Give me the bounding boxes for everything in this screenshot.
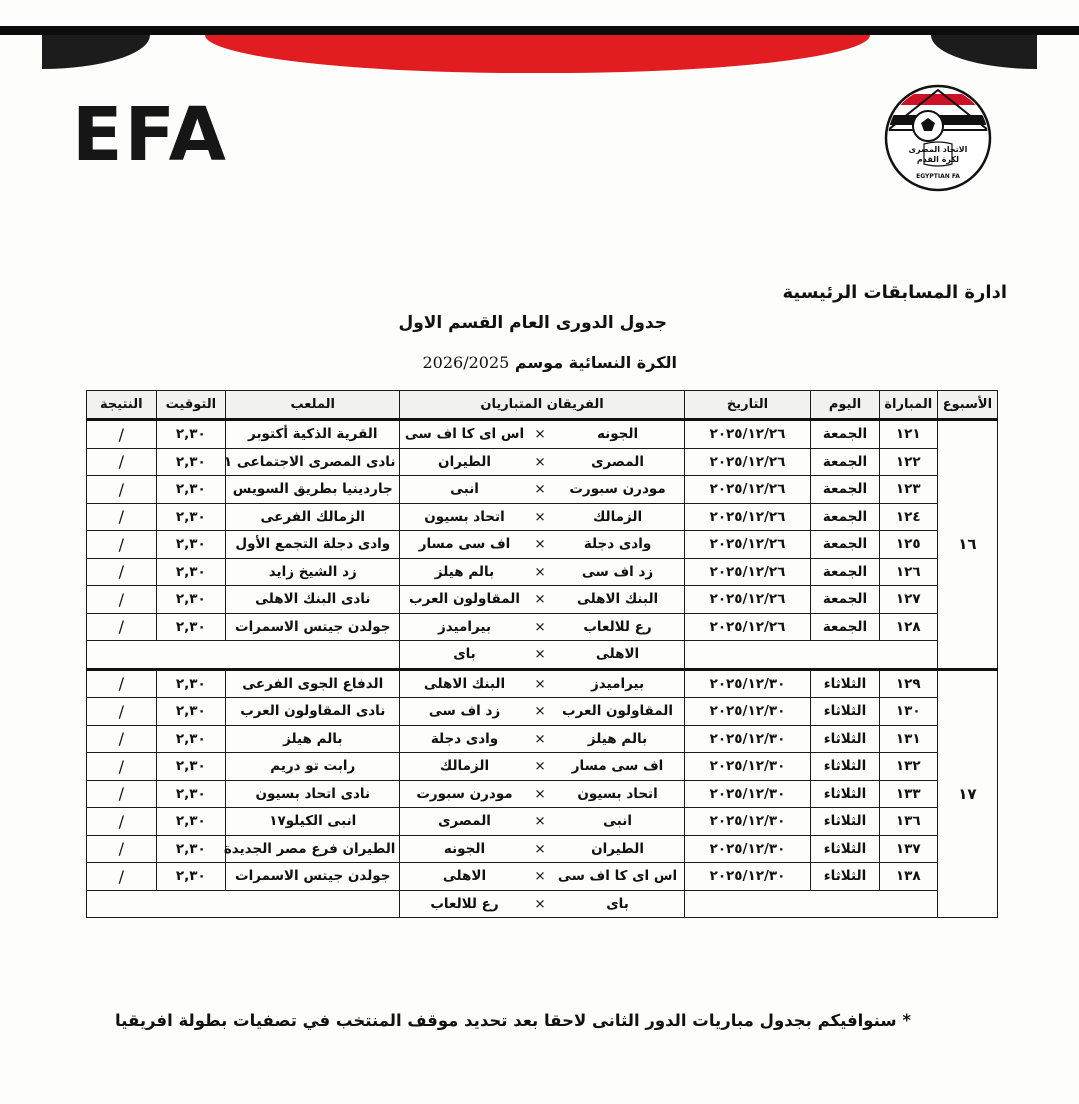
- table-row: [87, 613, 998, 641]
- stadium: وادى دجلة التجمع الأول: [226, 531, 400, 559]
- stadium: الطيران فرع مصر الجديدة: [226, 835, 400, 863]
- vs-mark: ×: [529, 531, 552, 559]
- crest-line-2: لكرة القدم: [916, 155, 960, 164]
- away-team: اف سى مسار: [400, 531, 529, 559]
- match-result: /: [87, 698, 157, 726]
- vs-mark: ×: [529, 558, 552, 586]
- table-row: [87, 531, 998, 559]
- away-team: الجونه: [400, 835, 529, 863]
- table-row: [87, 503, 998, 531]
- bye-row: [87, 890, 998, 918]
- home-team: الجونه: [551, 420, 684, 449]
- kickoff-time: ٢,٣٠: [156, 669, 226, 698]
- col-date: التاريخ: [684, 391, 811, 420]
- match-number: ١٢٣: [879, 476, 937, 504]
- stadium: نادى البنك الاهلى: [226, 586, 400, 614]
- stadium: نادى المصرى الاجتماعى ١: [226, 448, 400, 476]
- schedule-body: [87, 420, 998, 918]
- col-week: الأسبوع: [937, 391, 997, 420]
- bye-blank-left: [684, 890, 937, 918]
- subtitle-text: الكرة النسائية موسم: [514, 353, 677, 372]
- crest-line-3: EGYPTIAN FA: [916, 173, 960, 180]
- match-result: /: [87, 503, 157, 531]
- col-result: النتيجة: [87, 391, 157, 420]
- page-title: جدول الدورى العام القسم الاول: [398, 313, 667, 333]
- away-team: بالم هيلز: [400, 558, 529, 586]
- match-day: الجمعة: [811, 503, 879, 531]
- table-row: [87, 725, 998, 753]
- vs-mark: ×: [529, 863, 552, 891]
- match-result: /: [87, 613, 157, 641]
- away-team: الزمالك: [400, 753, 529, 781]
- home-team: مودرن سبورت: [551, 476, 684, 504]
- match-day: الثلاثاء: [811, 725, 879, 753]
- match-date: ٢٠٢٥/١٢/٢٦: [684, 420, 811, 449]
- match-number: ١٣٠: [879, 698, 937, 726]
- stadium: جولدن جيتس الاسمرات: [226, 613, 400, 641]
- match-date: ٢٠٢٥/١٢/٣٠: [684, 698, 811, 726]
- vs-mark: ×: [529, 725, 552, 753]
- away-team: الاهلى: [400, 863, 529, 891]
- match-result: /: [87, 476, 157, 504]
- match-result: /: [87, 808, 157, 836]
- home-team: انبى: [551, 808, 684, 836]
- away-team: انبى: [400, 476, 529, 504]
- season-years: 2026/2025: [422, 353, 510, 372]
- away-team: اس اى كا اف سى: [400, 420, 529, 449]
- match-date: ٢٠٢٥/١٢/٢٦: [684, 448, 811, 476]
- vs-mark: ×: [529, 448, 552, 476]
- bye-vs-mark: ×: [529, 641, 552, 670]
- home-team: بالم هيلز: [551, 725, 684, 753]
- header-red-band: [205, 35, 870, 73]
- match-number: ١٢٩: [879, 669, 937, 698]
- table-row: [87, 669, 998, 698]
- schedule-table-wrapper: [86, 390, 998, 918]
- vs-mark: ×: [529, 613, 552, 641]
- home-team: زد اف سى: [551, 558, 684, 586]
- home-team: الطيران: [551, 835, 684, 863]
- match-day: الجمعة: [811, 558, 879, 586]
- match-day: الثلاثاء: [811, 669, 879, 698]
- table-row: [87, 558, 998, 586]
- away-team: المصرى: [400, 808, 529, 836]
- vs-mark: ×: [529, 586, 552, 614]
- stadium: بالم هيلز: [226, 725, 400, 753]
- away-team: زد اف سى: [400, 698, 529, 726]
- home-team: بيراميدز: [551, 669, 684, 698]
- season-subtitle: [422, 353, 677, 372]
- away-team: وادى دجلة: [400, 725, 529, 753]
- kickoff-time: ٢,٣٠: [156, 448, 226, 476]
- match-day: الجمعة: [811, 476, 879, 504]
- kickoff-time: ٢,٣٠: [156, 476, 226, 504]
- away-team: المقاولون العرب: [400, 586, 529, 614]
- away-team: بيراميدز: [400, 613, 529, 641]
- stadium: زد الشيخ زايد: [226, 558, 400, 586]
- table-row: [87, 448, 998, 476]
- bye-blank-right: [87, 890, 400, 918]
- kickoff-time: ٢,٣٠: [156, 863, 226, 891]
- match-date: ٢٠٢٥/١٢/٣٠: [684, 753, 811, 781]
- match-result: /: [87, 753, 157, 781]
- stadium: الزمالك الفرعى: [226, 503, 400, 531]
- home-team: المصرى: [551, 448, 684, 476]
- match-result: /: [87, 448, 157, 476]
- table-row: [87, 780, 998, 808]
- home-team: المقاولون العرب: [551, 698, 684, 726]
- stadium: نادى المقاولون العرب: [226, 698, 400, 726]
- match-date: ٢٠٢٥/١٢/٢٦: [684, 558, 811, 586]
- home-team: وادى دجلة: [551, 531, 684, 559]
- table-row: [87, 586, 998, 614]
- match-result: /: [87, 558, 157, 586]
- match-day: الجمعة: [811, 613, 879, 641]
- col-teams: الفريقان المتباريان: [400, 391, 684, 420]
- match-result: /: [87, 420, 157, 449]
- match-day: الثلاثاء: [811, 835, 879, 863]
- kickoff-time: ٢,٣٠: [156, 586, 226, 614]
- vs-mark: ×: [529, 669, 552, 698]
- col-day: اليوم: [811, 391, 879, 420]
- match-number: ١٢٧: [879, 586, 937, 614]
- bye-team-b: رع للالعاب: [400, 890, 529, 918]
- match-day: الثلاثاء: [811, 863, 879, 891]
- match-date: ٢٠٢٥/١٢/٣٠: [684, 725, 811, 753]
- match-number: ١٣١: [879, 725, 937, 753]
- col-match: المباراة: [879, 391, 937, 420]
- away-team: الطيران: [400, 448, 529, 476]
- vs-mark: ×: [529, 698, 552, 726]
- match-day: الثلاثاء: [811, 698, 879, 726]
- home-team: البنك الاهلى: [551, 586, 684, 614]
- schedule-table: [86, 390, 998, 918]
- top-border-bar: [0, 26, 1079, 35]
- stadium: انبى الكيلو١٧: [226, 808, 400, 836]
- match-date: ٢٠٢٥/١٢/٢٦: [684, 613, 811, 641]
- match-date: ٢٠٢٥/١٢/٣٠: [684, 863, 811, 891]
- vs-mark: ×: [529, 503, 552, 531]
- bye-blank-left: [684, 641, 937, 670]
- match-date: ٢٠٢٥/١٢/٢٦: [684, 476, 811, 504]
- stadium: جولدن جيتس الاسمرات: [226, 863, 400, 891]
- department-heading: ادارة المسابقات الرئيسية: [782, 282, 1007, 303]
- bye-team-a: باى: [551, 890, 684, 918]
- table-row: [87, 698, 998, 726]
- match-number: ١٢١: [879, 420, 937, 449]
- match-day: الجمعة: [811, 448, 879, 476]
- match-day: الثلاثاء: [811, 780, 879, 808]
- match-day: الجمعة: [811, 586, 879, 614]
- bye-team-a: الاهلى: [551, 641, 684, 670]
- match-result: /: [87, 725, 157, 753]
- match-number: ١٢٦: [879, 558, 937, 586]
- kickoff-time: ٢,٣٠: [156, 698, 226, 726]
- kickoff-time: ٢,٣٠: [156, 558, 226, 586]
- stadium: جاردينيا بطريق السويس: [226, 476, 400, 504]
- match-day: الثلاثاء: [811, 808, 879, 836]
- match-result: /: [87, 669, 157, 698]
- home-team: اتحاد بسيون: [551, 780, 684, 808]
- match-result: /: [87, 835, 157, 863]
- col-time: التوقيت: [156, 391, 226, 420]
- bye-blank-right: [87, 641, 400, 670]
- stadium: الدفاع الجوى الفرعى: [226, 669, 400, 698]
- week-number: ١٦: [937, 420, 997, 670]
- vs-mark: ×: [529, 835, 552, 863]
- kickoff-time: ٢,٣٠: [156, 725, 226, 753]
- away-team: مودرن سبورت: [400, 780, 529, 808]
- vs-mark: ×: [529, 420, 552, 449]
- table-row: [87, 753, 998, 781]
- table-row: [87, 808, 998, 836]
- home-team: رع للالعاب: [551, 613, 684, 641]
- stadium: رابت تو دريم: [226, 753, 400, 781]
- match-date: ٢٠٢٥/١٢/٣٠: [684, 835, 811, 863]
- efa-logo: EFA: [72, 92, 228, 178]
- home-team: اس اى كا اف سى: [551, 863, 684, 891]
- bye-row: [87, 641, 998, 670]
- match-result: /: [87, 863, 157, 891]
- kickoff-time: ٢,٣٠: [156, 780, 226, 808]
- week-number: ١٧: [937, 669, 997, 918]
- crest-line-1: الاتحاد المصرى: [908, 145, 968, 154]
- match-number: ١٣٨: [879, 863, 937, 891]
- match-date: ٢٠٢٥/١٢/٣٠: [684, 808, 811, 836]
- match-number: ١٢٤: [879, 503, 937, 531]
- match-number: ١٢٥: [879, 531, 937, 559]
- match-day: الثلاثاء: [811, 753, 879, 781]
- vs-mark: ×: [529, 753, 552, 781]
- footnote: * سنوافيكم بجدول مباريات الدور الثانى لاحقا بعد تحديد موقف المنتخب في تصفيات بطولة افريقيا: [115, 1011, 911, 1030]
- table-row: [87, 420, 998, 449]
- match-result: /: [87, 531, 157, 559]
- col-stadium: الملعب: [226, 391, 400, 420]
- match-date: ٢٠٢٥/١٢/٢٦: [684, 586, 811, 614]
- table-row: [87, 863, 998, 891]
- table-header-row: [87, 391, 998, 420]
- bye-vs-mark: ×: [529, 890, 552, 918]
- match-number: ١٣٦: [879, 808, 937, 836]
- match-date: ٢٠٢٥/١٢/٢٦: [684, 503, 811, 531]
- header-right-wing: [931, 35, 1037, 69]
- kickoff-time: ٢,٣٠: [156, 753, 226, 781]
- match-number: ١٢٨: [879, 613, 937, 641]
- vs-mark: ×: [529, 476, 552, 504]
- match-date: ٢٠٢٥/١٢/٣٠: [684, 669, 811, 698]
- kickoff-time: ٢,٣٠: [156, 531, 226, 559]
- away-team: اتحاد بسيون: [400, 503, 529, 531]
- match-number: ١٣٣: [879, 780, 937, 808]
- kickoff-time: ٢,٣٠: [156, 808, 226, 836]
- vs-mark: ×: [529, 780, 552, 808]
- bye-team-b: باى: [400, 641, 529, 670]
- kickoff-time: ٢,٣٠: [156, 613, 226, 641]
- match-result: /: [87, 780, 157, 808]
- match-result: /: [87, 586, 157, 614]
- vs-mark: ×: [529, 808, 552, 836]
- match-number: ١٣٢: [879, 753, 937, 781]
- home-team: اف سى مسار: [551, 753, 684, 781]
- away-team: البنك الاهلى: [400, 669, 529, 698]
- match-date: ٢٠٢٥/١٢/٢٦: [684, 531, 811, 559]
- table-row: [87, 476, 998, 504]
- header-left-wing: [42, 35, 150, 69]
- match-number: ١٣٧: [879, 835, 937, 863]
- match-date: ٢٠٢٥/١٢/٣٠: [684, 780, 811, 808]
- home-team: الزمالك: [551, 503, 684, 531]
- kickoff-time: ٢,٣٠: [156, 835, 226, 863]
- stadium: نادى اتحاد بسيون: [226, 780, 400, 808]
- kickoff-time: ٢,٣٠: [156, 420, 226, 449]
- kickoff-time: ٢,٣٠: [156, 503, 226, 531]
- stadium: القرية الذكية أكتوبر: [226, 420, 400, 449]
- match-number: ١٢٢: [879, 448, 937, 476]
- match-day: الجمعة: [811, 420, 879, 449]
- table-row: [87, 835, 998, 863]
- egyptian-fa-crest-icon: [884, 84, 992, 192]
- match-day: الجمعة: [811, 531, 879, 559]
